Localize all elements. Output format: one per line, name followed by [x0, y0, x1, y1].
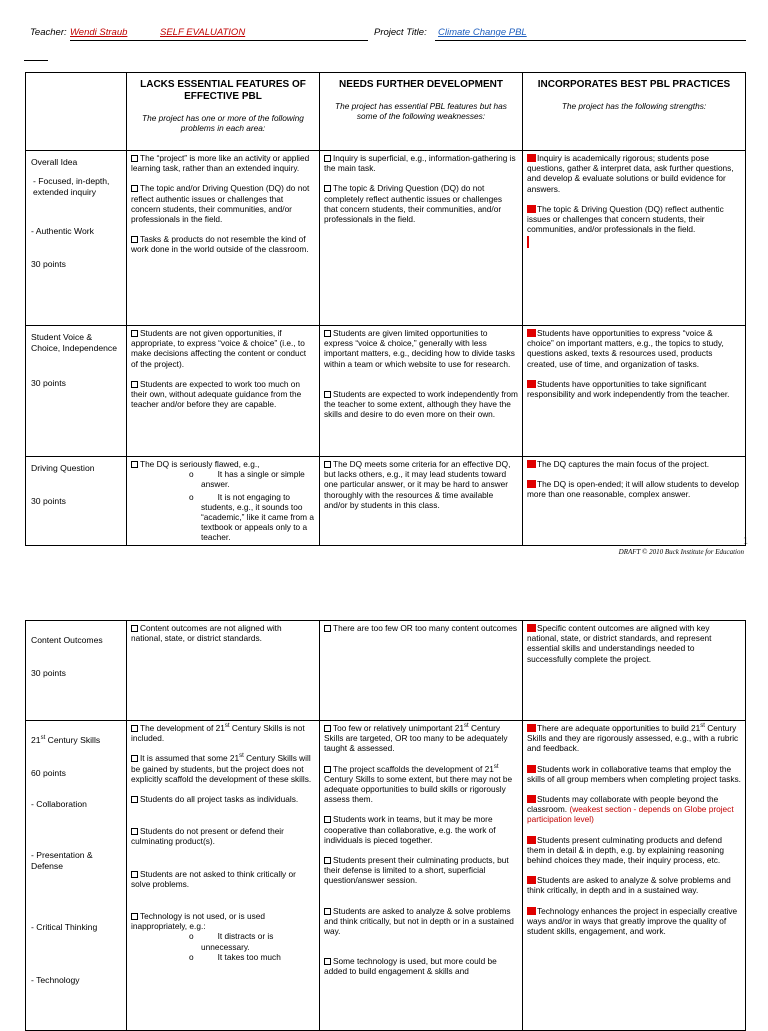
cell-lacks — [127, 721, 320, 1031]
rubric-item: Inquiry is academically rigorous; students pose questions, gather & interpret data, ask further questions, and develop & evaluate solutions or build evidence for answers. — [527, 153, 734, 194]
criterion-subitem: - Presentation & Defense — [31, 850, 93, 871]
criterion-points: 60 points — [31, 768, 66, 778]
teacher-name: Wendi Straub — [70, 27, 128, 38]
checked-box-icon[interactable] — [527, 205, 536, 213]
rubric-item: The topic & Driving Question (DQ) reflect authentic issues or challenges that concern students, their communities, and/or professionals in the field. — [527, 203, 724, 235]
teacher-note: (weakest section - depends on Globe project participation level) — [527, 804, 734, 825]
rubric-item: Students have opportunities to take significant responsibility and work independently from the teacher. — [527, 378, 730, 400]
rubric-table-page-2 — [25, 620, 746, 1031]
checkbox-icon[interactable] — [324, 330, 331, 337]
checkbox-icon[interactable] — [324, 625, 331, 632]
criterion-cell — [26, 151, 127, 326]
short-rule — [24, 60, 48, 61]
cell-incorporates — [523, 721, 746, 1031]
rubric-item: Tasks & products do not resemble the kind of work done in the world outside of the classroom. — [131, 234, 309, 255]
rubric-item: Students are asked to analyze & solve problems and think critically, but not in depth or in a sustained way. — [324, 905, 514, 937]
checkbox-icon[interactable] — [324, 725, 331, 732]
cell-lacks — [127, 621, 320, 721]
rubric-item: Content outcomes are not aligned with national, state, or district standards. — [131, 623, 282, 644]
checkbox-icon[interactable] — [324, 391, 331, 398]
cell-needs — [320, 326, 523, 457]
rubric-item: The topic and/or Driving Question (DQ) do not reflect authentic issues or challenges that concern students, their communities, and/or professionals in the field. — [131, 183, 310, 225]
rubric-item: Students do not present or defend their culminating product(s). — [131, 826, 284, 847]
header-row — [26, 73, 746, 151]
checkbox-icon[interactable] — [131, 625, 138, 632]
rubric-item: The DQ meets some criteria for an effective DQ, but lacks others, e.g., it may lead students toward one particular answer, or it may be hard to answer thoroughly with the resources & time available and/or by students in this class. — [324, 459, 511, 510]
cell-lacks — [127, 457, 320, 546]
checked-box-icon[interactable] — [527, 836, 536, 844]
checkbox-icon[interactable] — [324, 461, 331, 468]
cell-incorporates — [523, 457, 746, 546]
checkbox-icon[interactable] — [131, 755, 138, 762]
criterion-points: 30 points — [31, 259, 66, 269]
project-underline — [435, 40, 746, 41]
rubric-item: It is assumed that some 21st Century Skills will be gained by students, but the project does not explicitly scaffold the development of these skills. — [131, 753, 312, 784]
page-number: 1 — [743, 536, 748, 547]
criterion-name: Driving Question — [31, 463, 95, 473]
cell-needs — [320, 151, 523, 326]
checked-box-icon[interactable] — [527, 907, 536, 915]
criterion-subitem: - Critical Thinking — [31, 922, 98, 932]
rubric-item: Students present culminating products and defend them in detail & in depth, e.g. by explaining reasoning behind choices they made, their inquiry process, etc. — [527, 834, 724, 866]
rubric-item: Students are not asked to think critically or solve problems. — [131, 868, 296, 889]
checked-box-icon[interactable] — [527, 765, 536, 773]
project-title-value: Climate Change PBL — [438, 27, 527, 38]
text-cursor-mark — [527, 236, 529, 248]
criterion-name: 21st Century Skills — [31, 735, 101, 745]
rubric-item: Technology is not used, or is used inappropriately, e.g.: — [131, 911, 265, 932]
draft-footer: DRAFT © 2010 Buck Institute for Education — [618, 548, 744, 556]
checkbox-icon[interactable] — [324, 155, 331, 162]
checkbox-icon[interactable] — [131, 381, 138, 388]
checked-box-icon[interactable] — [527, 876, 536, 884]
criterion-cell — [26, 457, 127, 546]
bullet-item: o It takes too much — [189, 951, 281, 962]
rubric-item: The development of 21st Century Skills is not included. — [131, 723, 305, 744]
project-title-label: Project Title: — [374, 27, 427, 38]
rubric-table-page-1 — [25, 72, 746, 546]
checked-box-icon[interactable] — [527, 329, 536, 337]
checkbox-icon[interactable] — [131, 330, 138, 337]
row-overall-idea — [26, 151, 746, 326]
rubric-item: The “project” is more like an activity or applied learning task, rather than an extended inquiry. — [131, 153, 310, 174]
checkbox-icon[interactable] — [324, 185, 331, 192]
rubric-item: Students are asked to analyze & solve problems and think critically, in depth and in a sustained way. — [527, 875, 731, 896]
checkbox-icon[interactable] — [131, 796, 138, 803]
checked-box-icon[interactable] — [527, 624, 536, 632]
checkbox-icon[interactable] — [131, 155, 138, 162]
criterion-cell — [26, 621, 127, 721]
cell-incorporates — [523, 621, 746, 721]
header-blank-cell — [26, 73, 127, 151]
criterion-points: 30 points — [31, 378, 66, 388]
bullet-item: o It distracts or is unnecessary. — [189, 931, 274, 952]
teacher-label: Teacher: — [30, 27, 67, 38]
rubric-item: Inquiry is superficial, e.g., information-gathering is the main task. — [324, 153, 516, 174]
column-needs-further: NEEDS FURTHER DEVELOPMENT The project has essential PBL features but has some of the following weaknesses: — [320, 73, 523, 151]
checked-box-icon[interactable] — [527, 795, 536, 803]
checked-box-icon[interactable] — [527, 154, 536, 162]
rubric-item: Specific content outcomes are aligned with key national, state, or district standards, and represent essential skills and understandings needed to successfully complete the project. — [527, 623, 712, 664]
checkbox-icon[interactable] — [131, 461, 138, 468]
rubric-item: There are adequate opportunities to build 21st Century Skills and they are rigorously assessed, e.g., with a rubric and feedback. — [527, 723, 739, 754]
rubric-item: The DQ is seriously flawed, e.g., — [131, 459, 315, 469]
rubric-item: Technology enhances the project in especially creative ways and/or in ways that greatly improve the quality of student skills, engagement, and work. — [527, 905, 738, 937]
checkbox-icon[interactable] — [324, 857, 331, 864]
criterion-cell — [26, 326, 127, 457]
rubric-item: Some technology is used, but more could be added to build engagement & skills and — [324, 956, 497, 977]
rubric-item: Students are given limited opportunities to express “voice & choice,” generally with less important matters, e.g., deciding how to divide tasks within a team or which website to use for research. — [324, 328, 515, 369]
cell-needs — [320, 457, 523, 546]
row-student-voice — [26, 326, 746, 457]
page-header — [30, 27, 746, 41]
criterion-name: Content Outcomes — [31, 635, 103, 645]
checkbox-icon[interactable] — [324, 766, 331, 773]
rubric-item: Students do all project tasks as individuals. — [131, 794, 315, 804]
criterion-points: 30 points — [31, 496, 66, 506]
rubric-item: Students may collaborate with people beyond the classroom. (weakest section - depends on Globe project participation level) — [527, 794, 734, 825]
criterion-subitem: - Focused, in-depth, extended inquiry — [33, 176, 110, 197]
checked-box-icon[interactable] — [527, 380, 536, 388]
criterion-subitem: - Authentic Work — [31, 226, 94, 236]
column-incorporates-best: INCORPORATES BEST PBL PRACTICES The project has the following strengths: — [523, 73, 746, 151]
criterion-subitem: - Collaboration — [31, 799, 87, 809]
cell-lacks — [127, 326, 320, 457]
rubric-item: The topic & Driving Question (DQ) do not completely reflect authentic issues or challenges that concern students, their communities, and/or professionals in the field. — [324, 183, 503, 225]
rubric-item: Students have opportunities to express “voice & choice” on important matters, e.g., the topics to study, questions asked, texts & resources used, products created, use of time, and organization of tasks. — [527, 328, 724, 369]
checkbox-icon[interactable] — [324, 816, 331, 823]
bullet-item: o It has a single or simple answer. — [189, 469, 305, 490]
checkbox-icon[interactable] — [131, 236, 138, 243]
checked-box-icon[interactable] — [527, 460, 536, 468]
checkbox-icon[interactable] — [131, 913, 138, 920]
criterion-subitem: - Technology — [31, 975, 80, 985]
rubric-item: The DQ is open-ended; it will allow students to develop more than one reasonable, complex answer. — [527, 479, 740, 500]
column-lacks-essential: LACKS ESSENTIAL FEATURES OF EFFECTIVE PBL The project has one or more of the following problems in each area: — [127, 73, 320, 151]
rubric-item: The project scaffolds the development of 21st Century Skills to some extent, but there may not be adequate opportunities to build skills or rigorously assess them. — [324, 763, 513, 805]
bullet-item: o It is not engaging to students, e.g., it sounds too “academic,” like it came from a textbook or appeals only to a teacher. — [189, 491, 314, 543]
checked-box-icon[interactable] — [527, 724, 536, 732]
rubric-item: There are too few OR too many content outcomes — [324, 623, 518, 633]
row-driving-question — [26, 457, 746, 546]
cell-incorporates — [523, 151, 746, 326]
rubric-item: The DQ captures the main focus of the project. — [527, 459, 741, 469]
checkbox-icon[interactable] — [131, 828, 138, 835]
row-content-outcomes — [26, 621, 746, 721]
checkbox-icon[interactable] — [131, 185, 138, 192]
checkbox-icon[interactable] — [131, 725, 138, 732]
cell-needs — [320, 621, 523, 721]
criterion-name: Overall Idea — [31, 157, 78, 167]
criterion-cell — [26, 721, 127, 1031]
cell-needs — [320, 721, 523, 1031]
checkbox-icon[interactable] — [131, 871, 138, 878]
self-evaluation-label: SELF EVALUATION — [160, 27, 246, 38]
row-21st-century-skills — [26, 721, 746, 1031]
rubric-item: Students are expected to work independently from the teacher to some extent, although they have the skills and desire to do even more on their own. — [324, 388, 518, 420]
checkbox-icon[interactable] — [324, 908, 331, 915]
rubric-item: Students present their culminating products, but their defense is limited to a short, superficial question/answer session. — [324, 855, 509, 886]
criterion-points: 30 points — [31, 668, 66, 678]
checked-box-icon[interactable] — [527, 480, 536, 488]
rubric-item: Students are expected to work too much on their own, without adequate guidance from the teacher and/or before they are capable. — [131, 378, 302, 410]
criterion-name: Student Voice & Choice, Independence — [31, 332, 118, 353]
rubric-item: Students work in teams, but it may be more cooperative than collaborative, e.g. the work of individuals is pieced together. — [324, 814, 496, 845]
rubric-item: Students are not given opportunities, if appropriate, to express “voice & choice” (i.e., to make decisions affecting the content or conduct of the project). — [131, 328, 307, 369]
checkbox-icon[interactable] — [324, 958, 331, 965]
teacher-underline — [70, 40, 368, 41]
rubric-item: Too few or relatively unimportant 21st Century Skills are targeted, OR too many to be adequately taught & assessed. — [324, 723, 508, 754]
cell-lacks — [127, 151, 320, 326]
rubric-item: Students work in collaborative teams that employ the skills of all group members when completing project tasks. — [527, 763, 741, 784]
cell-incorporates — [523, 326, 746, 457]
